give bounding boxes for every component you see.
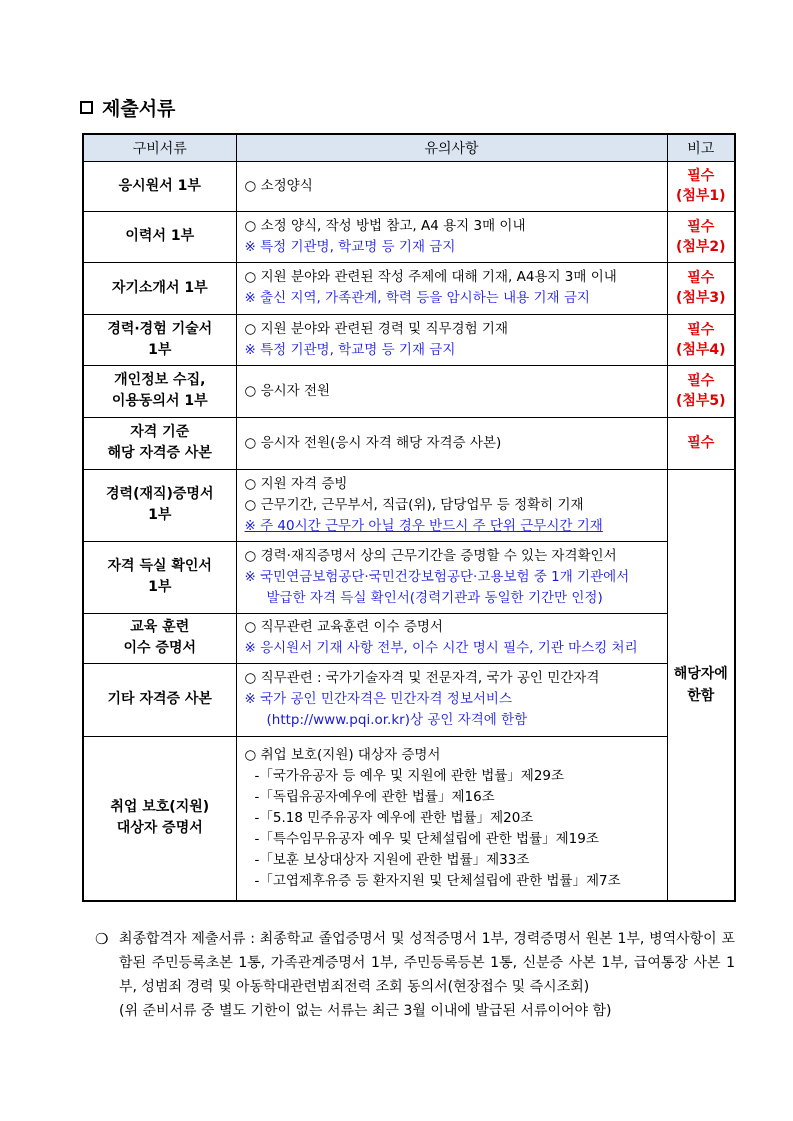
document-name-line: 개인정보 수집, xyxy=(114,372,206,388)
remark-required xyxy=(667,262,735,314)
remark-line: 해당자에 xyxy=(673,665,728,682)
note-line: -「5.18 민주유공자 예우에 관한 법률」제20조 xyxy=(254,809,534,826)
document-notes xyxy=(236,365,667,417)
final-documents-validity: (위 준비서류 중 별도 기한이 없는 서류는 최근 3월 이내에 발급된 서류이어야 함) xyxy=(119,1003,612,1019)
remark-line: 필수 xyxy=(687,218,715,235)
document-name xyxy=(83,314,236,365)
remark-required xyxy=(667,161,735,211)
document-name-line: 교육 훈련 xyxy=(130,619,190,635)
table-row xyxy=(83,314,735,365)
document-name-line: 이수 증명서 xyxy=(123,640,196,656)
document-notes xyxy=(236,613,667,663)
note-line: ○ 지원 분야와 관련된 경력 및 직무경험 기재 xyxy=(244,320,509,337)
remark-line: 필수 xyxy=(687,270,715,286)
document-name-line: 이용동의서 1부 xyxy=(111,393,208,409)
document-name-line: 응시원서 1부 xyxy=(118,177,201,194)
remark-line: 필수 xyxy=(687,373,715,389)
square-outline-icon xyxy=(80,101,93,114)
table-row xyxy=(83,161,735,211)
document-notes xyxy=(236,736,667,901)
note-line: -「고엽제후유증 등 환자지원 및 단체설립에 관한 법률」제7조 xyxy=(254,872,621,889)
document-notes xyxy=(236,469,667,541)
table-row xyxy=(83,417,735,469)
note-line: ○ 직무관련 교육훈련 이수 증명서 xyxy=(244,619,443,635)
remark-line: (첨부3) xyxy=(675,290,726,306)
circle-outline-icon: ❍ xyxy=(95,930,109,948)
document-name xyxy=(83,365,236,417)
document-name-line: 기타 자격증 사본 xyxy=(107,691,212,707)
document-name-line: 1부 xyxy=(148,341,172,358)
remark-line: (첨부5) xyxy=(675,393,726,409)
note-line: ○ 소정 양식, 작성 방법 참고, A4 용지 3매 이내 xyxy=(244,217,526,234)
document-name xyxy=(83,161,236,211)
note-line: ※ 특정 기관명, 학교명 등 기재 금지 xyxy=(244,238,456,255)
table-row xyxy=(83,469,735,541)
document-notes xyxy=(236,417,667,469)
remark-required xyxy=(667,314,735,365)
remark-line: 필수 xyxy=(687,435,715,451)
document-name-line: 자격 득실 확인서 xyxy=(107,558,212,574)
table-row xyxy=(83,365,735,417)
note-line: ○ 소정양식 xyxy=(244,177,313,194)
remark-line: (첨부1) xyxy=(675,188,726,204)
document-name-line: 자기소개서 1부 xyxy=(111,279,208,296)
note-line: ※ 특정 기관명, 학교명 등 기재 금지 xyxy=(244,341,456,358)
section-title: 제출서류 xyxy=(102,98,176,120)
header-documents: 구비서류 xyxy=(83,134,236,161)
document-notes xyxy=(236,161,667,211)
note-line: -「특수임무유공자 예우 및 단체설립에 관한 법률」제19조 xyxy=(254,830,599,847)
header-notes: 유의사항 xyxy=(236,134,667,161)
note-line: -「국가유공자 등 예우 및 지원에 관한 법률」제29조 xyxy=(254,767,565,784)
table-row xyxy=(83,613,735,663)
document-name-line: 경력·경험 기술서 xyxy=(107,320,213,337)
remark-line: 한함 xyxy=(687,687,715,704)
remark-required xyxy=(667,417,735,469)
note-line: ※ 국민연금보험공단·국민건강보험공단·고용보험 중 1개 기관에서 xyxy=(244,568,630,585)
document-name-line: 자격 기준 xyxy=(130,424,190,440)
document-notes xyxy=(236,663,667,736)
table-row xyxy=(83,211,735,262)
final-documents-note xyxy=(95,927,735,1023)
note-line: ※ 출신 지역, 가족관계, 학력 등을 암시하는 내용 기재 금지 xyxy=(244,290,590,306)
document-name-line: 해당 자격증 사본 xyxy=(107,445,212,461)
remark-line: (첨부2) xyxy=(675,238,726,255)
document-name xyxy=(83,541,236,613)
table-row xyxy=(83,663,735,736)
document-name-line: 이력서 1부 xyxy=(125,228,195,244)
note-line: ※ 국가 공인 민간자격은 민간자격 정보서비스 xyxy=(244,691,513,707)
note-line: ○ 지원 분야와 관련된 작성 주제에 대해 기재, A4용지 3매 이내 xyxy=(244,269,617,285)
note-line: 발급한 자격 득실 확인서(경력기관과 동일한 기간만 인정) xyxy=(266,589,603,606)
document-name xyxy=(83,736,236,901)
table-row xyxy=(83,736,735,901)
document-name xyxy=(83,469,236,541)
document-name-line: 1부 xyxy=(148,579,172,595)
document-name xyxy=(83,663,236,736)
document-notes xyxy=(236,314,667,365)
document-name xyxy=(83,417,236,469)
document-name-line: 취업 보호(지원) xyxy=(110,799,210,816)
document-name-line: 대상자 증명서 xyxy=(116,820,203,837)
table-row xyxy=(83,541,735,613)
remark-line: 필수 xyxy=(687,168,715,184)
note-line: ○ 지원 자격 증빙 xyxy=(244,475,348,492)
table-header-row xyxy=(83,134,735,161)
note-line: ※ 응시원서 기재 사항 전부, 이수 시간 명시 필수, 기관 마스킹 처리 xyxy=(244,640,638,656)
note-line: -「보훈 보상대상자 지원에 관한 법률」제33조 xyxy=(254,851,530,868)
section-heading xyxy=(80,94,175,121)
note-line: (http://www.pqi.or.kr)상 공인 자격에 한함 xyxy=(266,712,528,728)
final-documents-text: 최종합격자 제출서류 : 최종학교 졸업증명서 및 성적증명서 1부, 경력증명서 원본 1부, 병역사항이 포함된 주민등록초본 1통, 가족관계증명서 1부, 주민등록등본 1통, 신분증 사본 1부, 급여통장 사본 1부, 성범죄 경력 및 아동학대관련범죄전력 조회 동의서(현장접수 및 즉시조회) xyxy=(119,931,735,995)
document-notes xyxy=(236,262,667,314)
note-line: ○ 응시자 전원(응시 자격 해당 자격증 사본) xyxy=(244,434,502,451)
note-line: ○ 경력·재직증명서 상의 근무기간을 증명할 수 있는 자격확인서 xyxy=(244,547,617,564)
note-line: ○ 근무기간, 근무부서, 직급(위), 담당업무 등 정확히 기재 xyxy=(244,496,584,513)
document-name xyxy=(83,613,236,663)
note-line: ○ 직무관련 : 국가기술자격 및 전문자격, 국가 공인 민간자격 xyxy=(244,670,600,686)
remark-if-applicable xyxy=(667,469,735,901)
note-line: ※ 주 40시간 근무가 아닐 경우 반드시 주 단위 근무시간 기재 xyxy=(244,517,603,534)
note-line: -「독립유공자예우에 관한 법률」제16조 xyxy=(254,788,495,805)
note-line: ○ 응시자 전원 xyxy=(244,382,331,399)
header-remarks: 비고 xyxy=(667,134,735,161)
document-name xyxy=(83,262,236,314)
document-notes xyxy=(236,211,667,262)
remark-required xyxy=(667,211,735,262)
table-row xyxy=(83,262,735,314)
documents-table xyxy=(82,133,736,902)
document-name xyxy=(83,211,236,262)
remark-required xyxy=(667,365,735,417)
document-notes xyxy=(236,541,667,613)
document-name-line: 1부 xyxy=(148,507,172,523)
remark-line: 필수 xyxy=(687,321,715,338)
remark-line: (첨부4) xyxy=(675,341,726,358)
note-line: ○ 취업 보호(지원) 대상자 증명서 xyxy=(244,746,441,763)
document-name-line: 경력(재직)증명서 xyxy=(106,486,214,502)
